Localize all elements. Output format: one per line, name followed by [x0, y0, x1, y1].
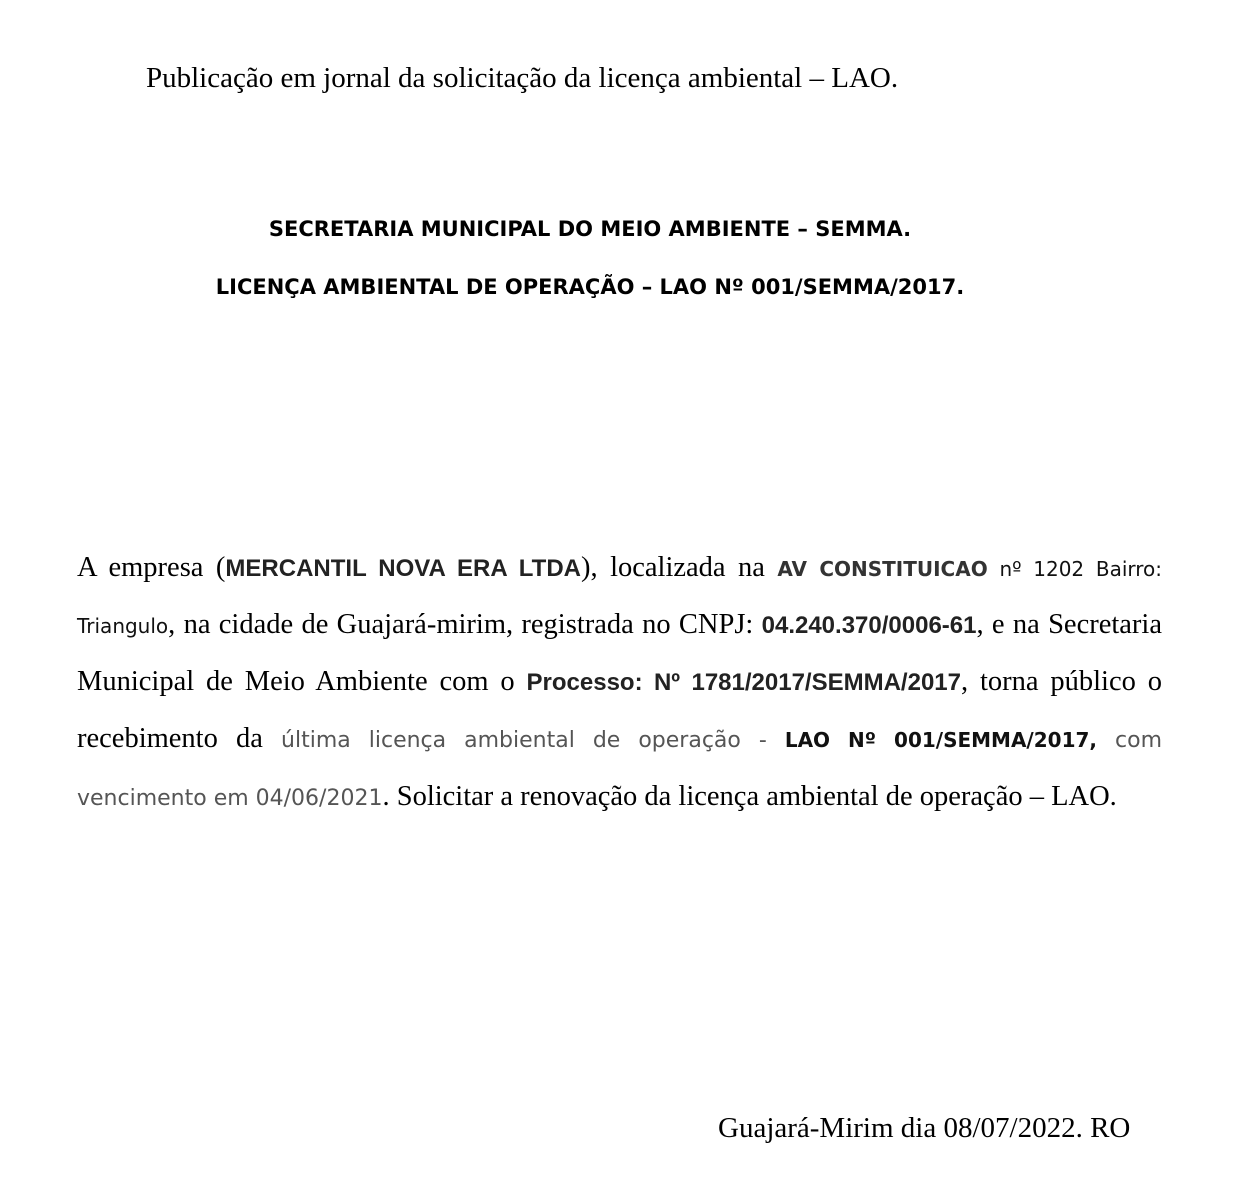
paragraph-text: . Solicitar a renovação da licença ambiental de operação – LAO.: [382, 781, 1117, 812]
lao-number: LAO Nº 001/SEMMA/2017,: [784, 728, 1097, 752]
license-description: última licença ambiental de operação -: [281, 728, 785, 753]
process-number: Processo: Nº 1781/2017/SEMMA/2017: [526, 669, 961, 696]
paragraph-text: , torna público o recebimento da: [77, 666, 1162, 754]
publication-title: Publicação em jornal da solicitação da licença ambiental – LAO.: [146, 62, 899, 94]
company-name: MERCANTIL NOVA ERA LTDA: [225, 555, 581, 582]
paragraph-text: , e na Secretaria Municipal de Meio Ambiente com o: [77, 609, 1162, 697]
paragraph-text: A empresa (: [77, 552, 226, 583]
secretariat-heading: SECRETARIA MUNICIPAL DO MEIO AMBIENTE – SEMMA.: [268, 217, 912, 241]
license-heading: LICENÇA AMBIENTAL DE OPERAÇÃO – LAO Nº 001/SEMMA/2017.: [215, 275, 965, 299]
street-name: AV CONSTITUICAO: [777, 557, 988, 581]
paragraph-text: ), localizada na: [580, 552, 778, 583]
place-and-date: Guajará-Mirim dia 08/07/2022. RO: [718, 1112, 1131, 1144]
cnpj-number: 04.240.370/0006-61: [761, 612, 977, 639]
expiry-date-text: com vencimento em 04/06/2021: [77, 728, 1162, 811]
address-number-district: nº 1202 Bairro: Triangulo: [77, 557, 1163, 638]
notice-paragraph: [77, 540, 1162, 827]
paragraph-text: , na cidade de Guajará-mirim, registrada no CNPJ:: [168, 609, 762, 640]
